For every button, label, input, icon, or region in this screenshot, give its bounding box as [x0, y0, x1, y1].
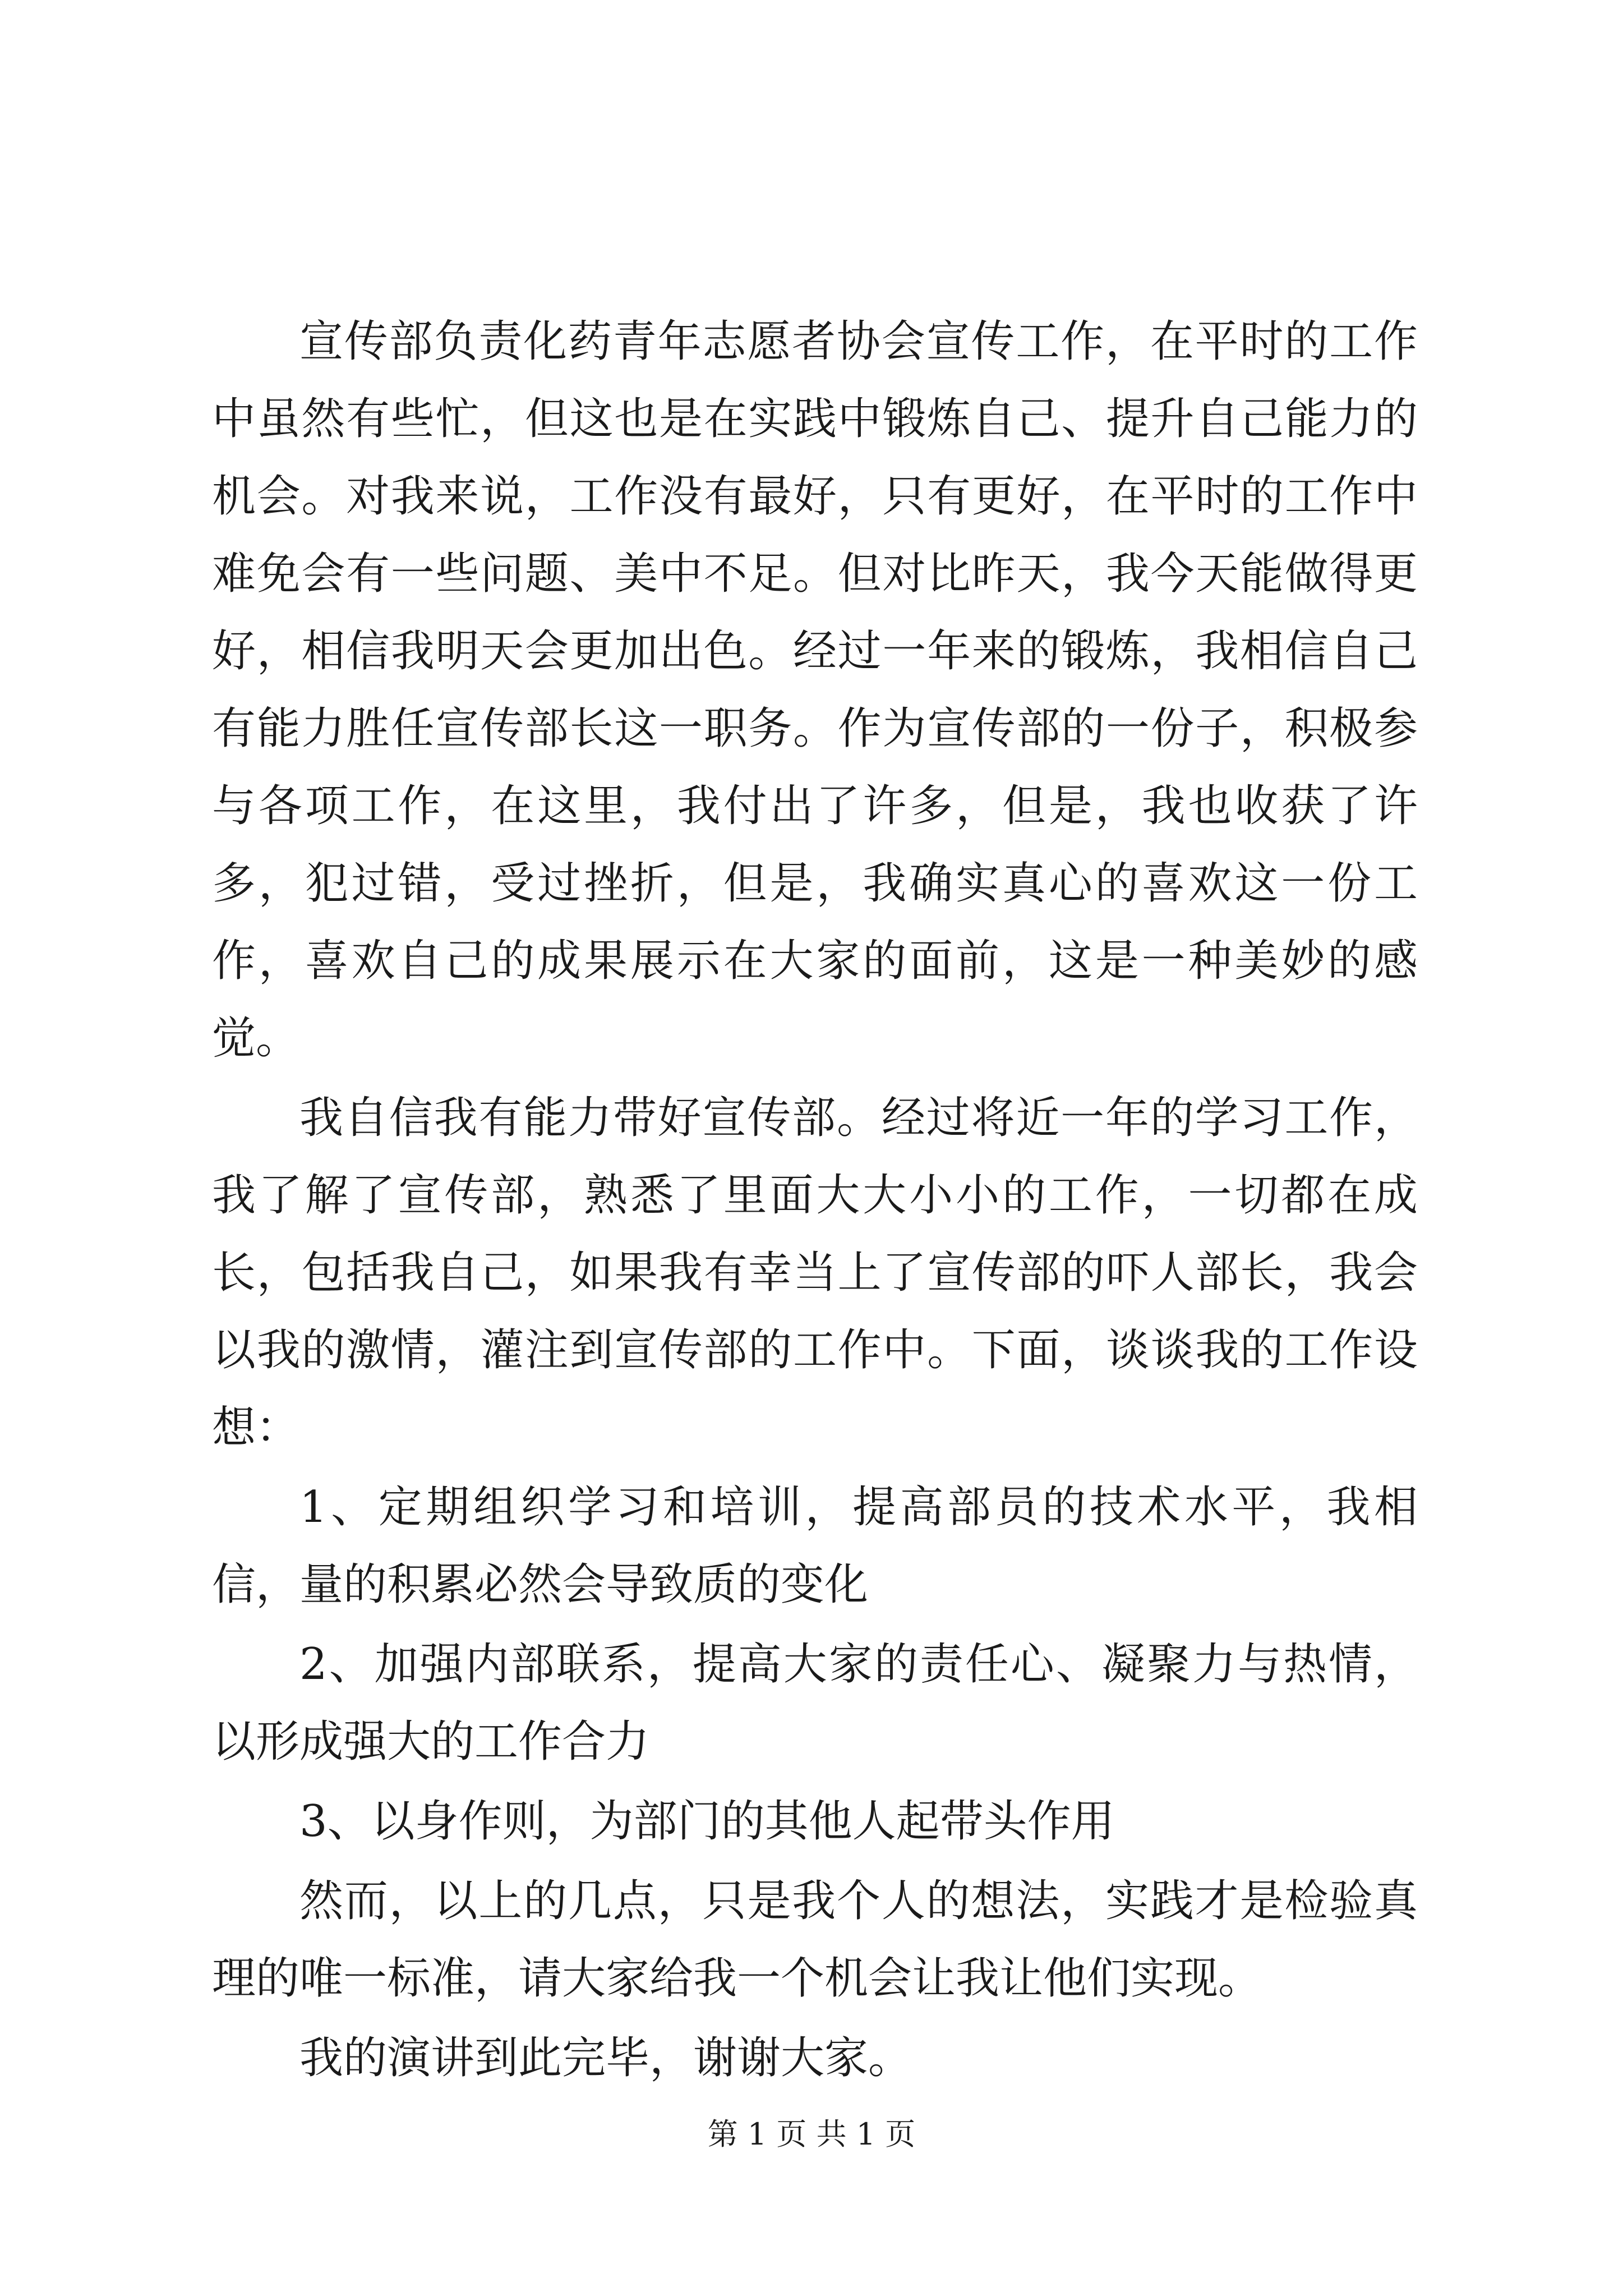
paragraph-7: 我的演讲到此完毕，谢谢大家。 [299, 2033, 912, 2083]
paragraph-5: 3、以身作则，为部门的其他人起带头作用 [299, 1796, 1115, 1847]
paragraph-3: 1、定期组织学习和培训，提高部员的技术水平，我相信，量的积累必然会导致质的变化 [212, 1482, 1418, 1610]
page-footer: 第 1 页 共 1 页 [707, 2116, 916, 2152]
paragraph-4: 2、加强内部联系，提高大家的责任心、凝聚力与热情，以形成强大的工作合力 [212, 1639, 1418, 1767]
paragraph-1: 宣传部负责化药青年志愿者协会宣传工作，在平时的工作中虽然有些忙，但这也是在实践中锻炼自己、提升自己能力的机会。对我来说，工作没有最好，只有更好，在平时的工作中难免会有一些问题、美中不足。但对比昨天，我今天能做得更好，相信我明天会更加出色。经过一年来的锻炼，我相信自己有能力胜任宣传部长这一职务。作为宣传部的一份子，积极参与各项工作，在这里，我付出了许多，但是，我也收获了许多，犯过错，受过挫折，但是，我确实真心的喜欢这一份工作，喜欢自己的成果展示在大家的面前，这是一种美妙的感觉。 [212, 316, 1418, 1064]
paragraph-6: 然而，以上的几点，只是我个人的想法，实践才是检验真理的唯一标准，请大家给我一个机会让我让他们实现。 [212, 1876, 1418, 2004]
paragraph-2: 我自信我有能力带好宣传部。经过将近一年的学习工作，我了解了宣传部，熟悉了里面大大小小的工作，一切都在成长，包括我自己，如果我有幸当上了宣传部的吓人部长，我会以我的激情，灌注到宣传部的工作中。下面，谈谈我的工作设想： [212, 1093, 1418, 1453]
document-body [212, 303, 1418, 2099]
